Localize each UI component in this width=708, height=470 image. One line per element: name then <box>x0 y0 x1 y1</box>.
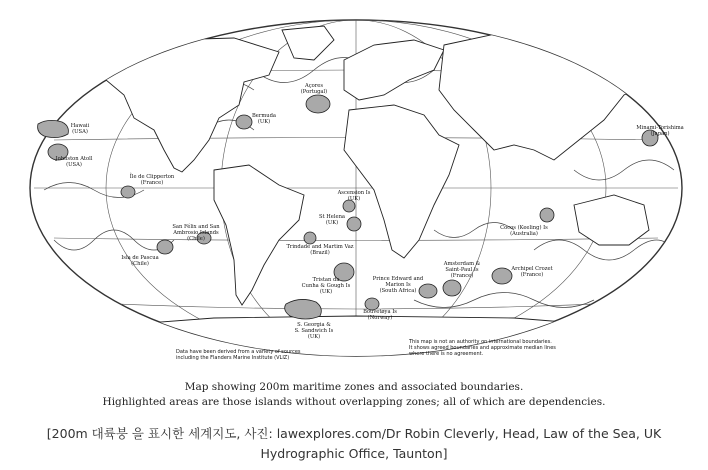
svg-text:Ascension Is(UK): Ascension Is (UK) <box>337 190 371 202</box>
pascua-label: Isla de Pascua <box>121 255 159 261</box>
svg-text:Johnston Atoll(USA): Johnston Atoll (USA) <box>55 156 93 168</box>
hawaii-label: Hawaii <box>70 123 90 129</box>
svg-text:Trindade and Martim Vaz(Brazil: Trindade and Martim Vaz (Brazil) <box>286 244 354 256</box>
georgia-zone <box>285 299 322 319</box>
cocos-zone <box>540 208 554 222</box>
amsterdam-zone <box>443 280 461 296</box>
bermuda-label: Bermuda <box>251 113 277 119</box>
crozet-zone <box>492 268 512 284</box>
ascension-label: Ascension Is <box>337 190 371 196</box>
map-caption-line-2: Highlighted areas are those islands without overlapping zones; all of which are dependencies. <box>102 396 606 408</box>
trindade-label: Trindade and Martim Vaz <box>286 244 354 250</box>
cocos-label: Cocos (Keeling) Is <box>500 225 548 231</box>
crozet-label: Archipel Crozet <box>511 266 553 272</box>
tristan-label: Tristan da <box>312 277 340 283</box>
svg-text:Île de Clipperton(France): Île de Clipperton (France) <box>129 174 175 186</box>
hawaii-zone <box>38 120 69 137</box>
svg-text:Archipel Crozet(France): Archipel Crozet (France) <box>511 266 553 278</box>
felix-label: San Félix and San <box>172 224 220 230</box>
svg-text:Tristan daCunha & Gough Is(UK): Tristan da Cunha & Gough Is (UK) <box>301 277 351 295</box>
clipperton-zone <box>121 186 135 198</box>
helena-zone <box>347 217 361 231</box>
photo-credit: [200m 대륙붕 을 표시한 세계지도, 사진: lawexplores.com/Dr Robin Cleverly, Head, Law of the Sea, UK Hydrographic Office, Taunton] <box>46 426 662 461</box>
svg-text:St Helena(UK): St Helena (UK) <box>318 214 346 226</box>
disclaimer-note: This map is not an authority on international boundaries. It shows agreed boundaries and approximate median lines where there is no agreement. <box>409 339 556 357</box>
bouvet-label: Bouvetøya Is <box>363 309 397 315</box>
svg-text:S. Georgia &S. Sandwich Is(UK): S. Georgia & S. Sandwich Is (UK) <box>294 322 334 340</box>
svg-text:Hawaii(USA): Hawaii (USA) <box>70 123 90 135</box>
svg-text:Prince Edward andMarion Is(Sou: Prince Edward and Marion Is (South Africa) <box>372 276 424 294</box>
svg-text:Bermuda(UK): Bermuda (UK) <box>251 113 277 125</box>
bermuda-zone <box>236 115 252 129</box>
svg-text:Amsterdam &Saint-Paul Is(Franc: Amsterdam & Saint-Paul Is (France) <box>443 261 481 279</box>
svg-text:Bouvetøya Is(Norway): Bouvetøya Is (Norway) <box>363 309 397 321</box>
pascua-zone <box>157 240 173 254</box>
helena-label: St Helena <box>318 214 346 220</box>
georgia-label: S. Georgia & <box>297 322 331 328</box>
amsterdam-label: Amsterdam & <box>443 261 481 267</box>
world-maritime-map <box>14 0 698 408</box>
marion-label: Prince Edward and <box>372 276 424 282</box>
svg-text:Isla de Pascua(Chile): Isla de Pascua (Chile) <box>121 255 159 267</box>
minami-label: Minami-Torishima <box>636 125 684 131</box>
clipperton-label: Île de Clipperton <box>129 174 175 180</box>
svg-text:San Félix and SanAmbrosio Isla: San Félix and San Ambrosio Islands (Chile) <box>172 224 220 242</box>
svg-text:Açores(Portugal): Açores (Portugal) <box>300 83 328 95</box>
source-note: Data have been derived from a variety of sources including the Flanders Marine Institute (VLIZ) <box>176 349 301 361</box>
svg-text:Cocos (Keeling) Is(Australia): Cocos (Keeling) Is (Australia) <box>500 225 548 237</box>
svg-text:Minami-Torishima(Japan): Minami-Torishima (Japan) <box>636 125 684 137</box>
antarctica <box>54 316 664 360</box>
acores-zone <box>306 95 330 113</box>
marion-zone <box>419 284 437 298</box>
trindade-zone <box>304 232 316 244</box>
acores-label: Açores <box>305 83 323 89</box>
map-caption-line-1: Map showing 200m maritime zones and associated boundaries. <box>184 381 524 393</box>
johnston-label: Johnston Atoll <box>55 156 93 162</box>
